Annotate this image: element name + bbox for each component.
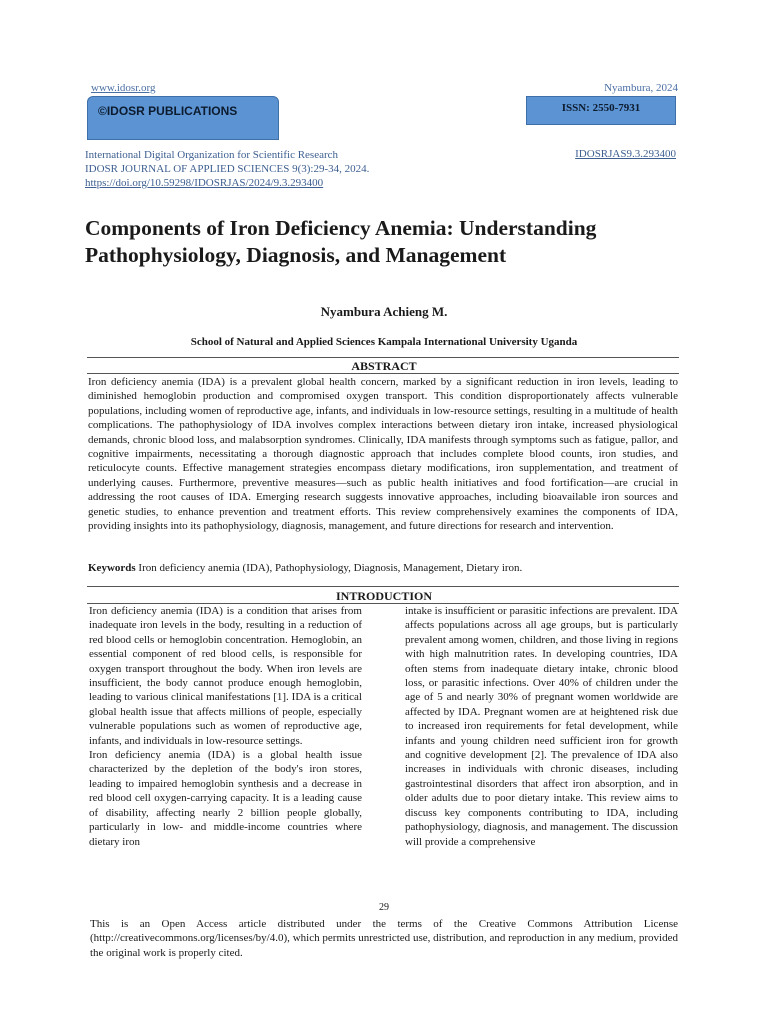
- page-number: 29: [379, 902, 389, 913]
- abstract-heading: ABSTRACT: [351, 359, 417, 373]
- keywords-list: Iron deficiency anemia (IDA), Pathophysiology, Diagnosis, Management, Dietary iron.: [135, 562, 523, 574]
- publisher-badge: [87, 96, 279, 140]
- issn-badge: [526, 96, 676, 125]
- abstract-top-rule: [87, 357, 679, 358]
- intro-paragraph-2: Iron deficiency anemia (IDA) is a global health issue characterized by the depletion of the body's iron stores, leading to impaired hemoglobin synthesis and a decrease in red blood cell oxygen-carrying capacity. It is a leading cause of disability, affecting nearly 2 billion people globally, particularly in low- and middle-income countries where dietary iron: [89, 749, 362, 848]
- introduction-heading: INTRODUCTION: [335, 589, 432, 603]
- intro-right-column: [405, 604, 678, 849]
- article-title: Components of Iron Deficiency Anemia: Understanding Pathophysiology, Diagnosis, and Management: [85, 216, 597, 267]
- doi-link[interactable]: https://doi.org/10.59298/IDOSRJAS/2024/9.3.293400: [85, 177, 324, 189]
- abstract-heading-rule: [87, 373, 679, 374]
- issn-label: ISSN: 2550-7931: [561, 102, 641, 114]
- doi-short-link[interactable]: IDOSRJAS9.3.293400: [575, 148, 676, 160]
- intro-paragraph-3: intake is insufficient or parasitic infections are prevalent. IDA affects populations across all age groups, but is particularly prevalent among women, children, and those living in regions with high malnutrition rates. In developing countries, IDA often stems from inadequate dietary intake, chronic blood loss, or parasitic infections. Over 40% of children under the age of 5 and nearly 30% of pregnant women worldwide are affected by IDA. Pregnant women are at heightened risk due to increased iron requirements for fetal development, while infants and young children need sufficient iron for growth and cognitive development [2]. The prevalence of IDA also increases in individuals with chronic diseases, including gastrointestinal disorders that affect iron absorption, and in older adults due to poor dietary intake. This review aims to discuss key components contributing to IDA, including pathophysiology, diagnosis, and management. The discussion will provide a comprehensive: [405, 605, 678, 848]
- running-author-year: Nyambura, 2024: [604, 82, 678, 94]
- author-name: Nyambura Achieng M.: [320, 304, 448, 319]
- keywords-line: [88, 561, 678, 575]
- intro-left-column: [89, 604, 362, 849]
- abstract-text: Iron deficiency anemia (IDA) is a prevalent global health concern, marked by a significant reduction in iron levels, leading to diminished hemoglobin production and compromised oxygen transport. This condition disproportionately affects vulnerable populations, including women of reproductive age, infants, and individuals in low-resource settings, resulting in a multitude of health complications. The pathophysiology of IDA involves complex interactions between dietary iron intake, increased physiological demands, chronic blood loss, and malabsorption syndromes. Clinically, IDA manifests through symptoms such as fatigue, pallor, and cognitive impairments, necessitating a thorough diagnostic approach that includes complete blood counts, iron studies, and reticulocyte counts. Effective management strategies encompass dietary modifications, iron supplementation, and treatment of underlying causes. Furthermore, preventive measures—such as public health initiatives and food fortification—are crucial in addressing the root causes of IDA. Emerging research suggests innovative approaches, including bioavailable iron sources and genetic studies, to enhance prevention and treatment efforts. This review comprehensively examines the components of IDA, providing insights into its pathophysiology, diagnosis, management, and future directions for research and intervention.: [88, 376, 678, 533]
- journal-info: [85, 148, 369, 190]
- journal-citation: IDOSR JOURNAL OF APPLIED SCIENCES 9(3):29-34, 2024.: [85, 163, 370, 175]
- license-notice: This is an Open Access article distributed under the terms of the Creative Commons Attribution License (http://creativecommons.org/licenses/by/4.0), which permits unrestricted use, distribution, and reproduction in any medium, provided the original work is properly cited.: [90, 918, 678, 959]
- site-link[interactable]: www.idosr.org: [91, 82, 156, 94]
- author-affiliation: School of Natural and Applied Sciences Kampala International University Uganda: [190, 336, 578, 348]
- publisher-badge-label: ©IDOSR PUBLICATIONS: [98, 104, 238, 118]
- intro-top-rule: [87, 586, 679, 587]
- intro-paragraph-1: Iron deficiency anemia (IDA) is a condition that arises from inadequate iron levels in the body, resulting in a reduction of red blood cells or hemoglobin concentration. Hemoglobin, an essential component of red blood cells, is responsible for oxygen transport throughout the body. When iron levels are insufficient, the body cannot produce enough hemoglobin, leading to various clinical manifestations [1]. IDA is a critical global health issue that affects millions of people, especially vulnerable populations such as women of reproductive age, infants, and individuals in low-resource settings.: [89, 605, 362, 747]
- keywords-label: Keywords: [88, 562, 136, 574]
- org-name: International Digital Organization for Scientific Research: [85, 149, 339, 161]
